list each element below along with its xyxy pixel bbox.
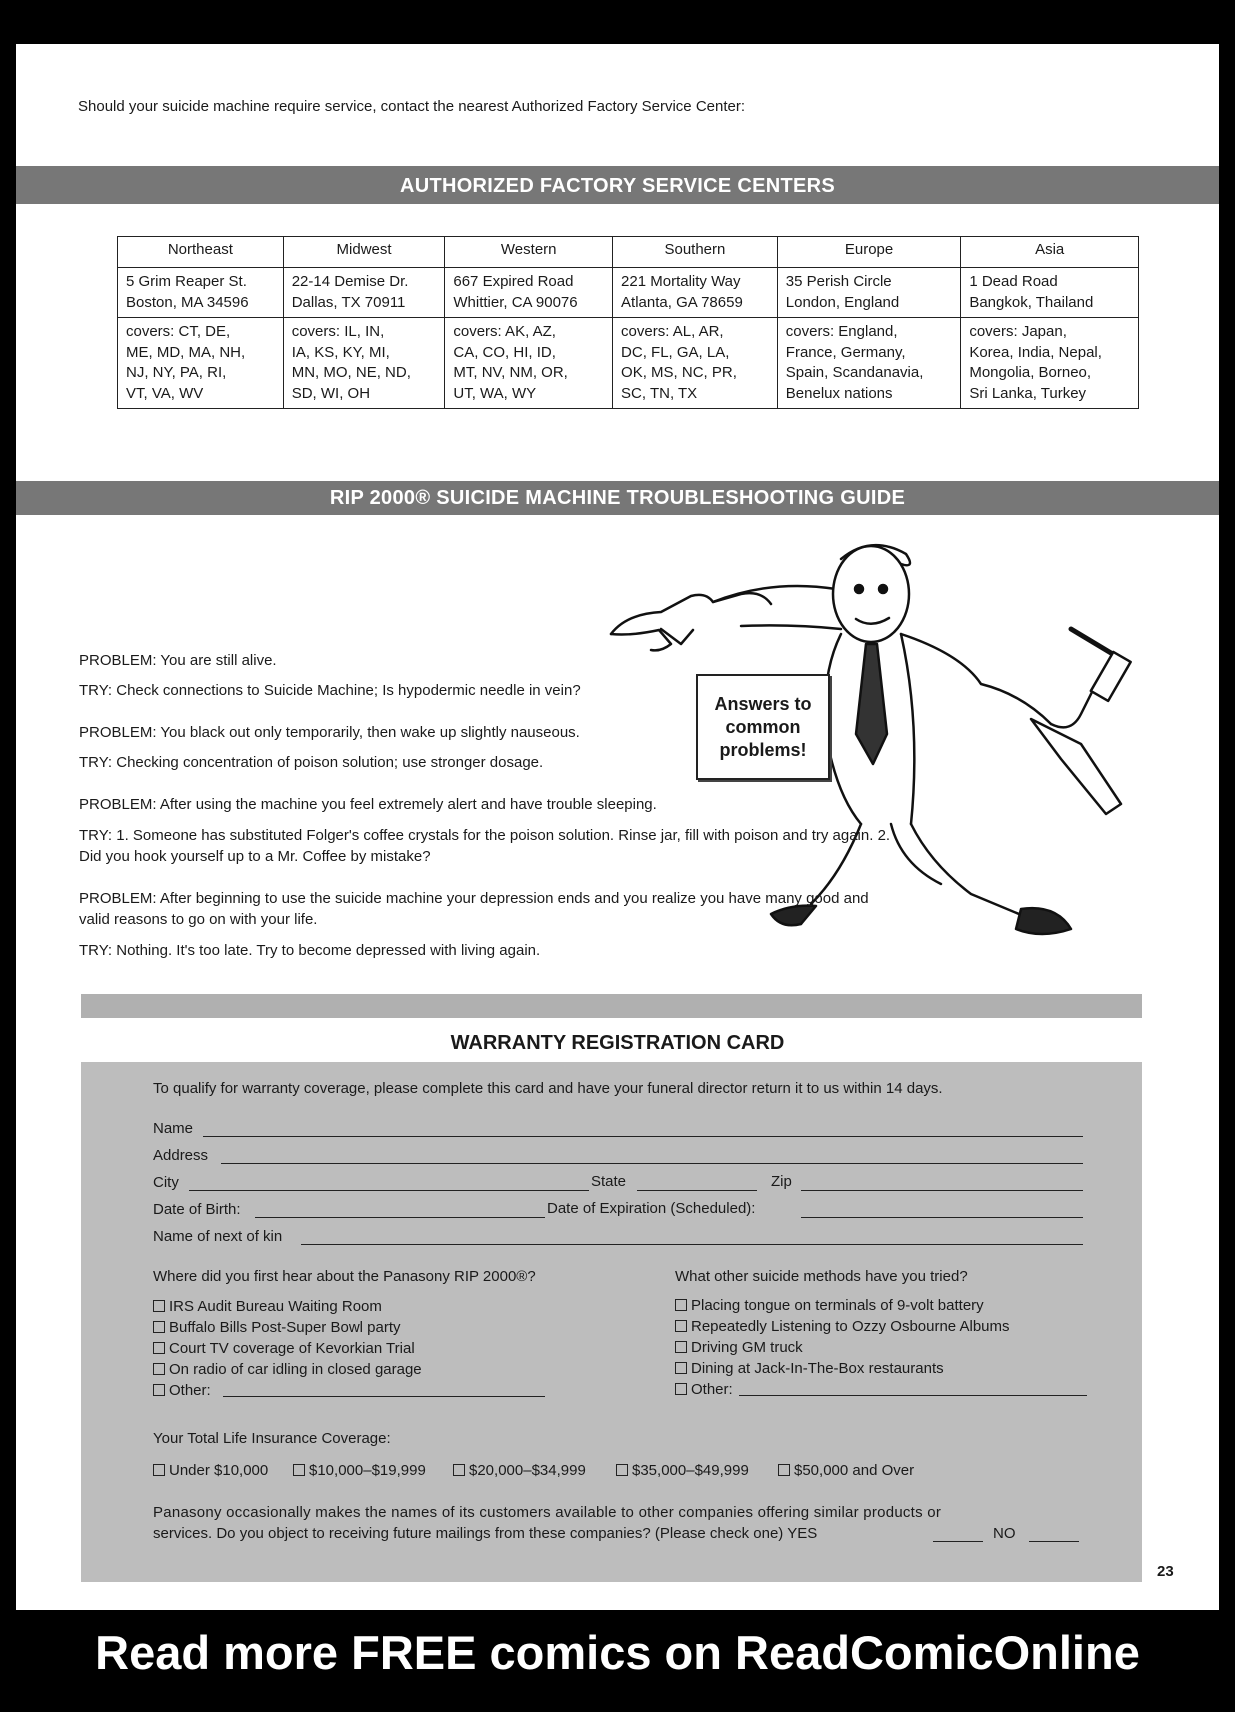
address-cell [118, 268, 284, 318]
address-line: 221 Mortality Way [621, 273, 741, 290]
problem-text: PROBLEM: You black out only temporarily, then wake up slightly nauseous. [79, 724, 580, 741]
checkbox-icon[interactable] [675, 1362, 687, 1374]
question-heard: Where did you first hear about the Panasony RIP 2000®? [153, 1268, 536, 1285]
covers-cell: covers: AK, AZ, CA, CO, HI, ID, MT, NV, NM, OR, UT, WA, WY [445, 318, 613, 409]
checkbox-icon[interactable] [616, 1464, 628, 1476]
checkbox-option[interactable]: Other: [675, 1379, 733, 1400]
callout-line: Answers to [714, 693, 812, 714]
mailing-text: Panasony occasionally makes the names of its customers available to other companies offering similar products or [153, 1504, 942, 1521]
checkbox-option[interactable]: IRS Audit Bureau Waiting Room [153, 1296, 382, 1317]
covers-cell: covers: IL, IN, IA, KS, KY, MI, MN, MO, NE, ND, SD, WI, OH [283, 318, 445, 409]
checkbox-icon[interactable] [153, 1342, 165, 1354]
service-centers-header: AUTHORIZED FACTORY SERVICE CENTERS [16, 166, 1219, 204]
address-line: Whittier, CA 90076 [453, 293, 578, 311]
callout-line: common [725, 716, 801, 737]
address-line: 667 Expired Road [453, 273, 574, 290]
address-cell [777, 268, 961, 318]
zip-field[interactable] [801, 1190, 1083, 1191]
no-field[interactable] [1029, 1541, 1079, 1542]
state-label: State [591, 1173, 627, 1190]
warranty-title: WARRANTY REGISTRATION CARD [450, 1032, 785, 1054]
checkbox-option[interactable]: On radio of car idling in closed garage [153, 1359, 422, 1380]
dob-field[interactable] [255, 1217, 545, 1218]
region-header: Northeast [118, 237, 284, 268]
address-cell [613, 268, 778, 318]
checkbox-option[interactable]: $20,000–$34,999 [453, 1460, 586, 1481]
service-centers-table [117, 236, 1139, 409]
checkbox-option[interactable]: Dining at Jack-In-The-Box restaurants [675, 1358, 944, 1379]
covers-cell: covers: Japan, Korea, India, Nepal, Mongolia, Borneo, Sri Lanka, Turkey [961, 318, 1139, 409]
checkbox-option[interactable]: $10,000–$19,999 [293, 1460, 426, 1481]
state-field[interactable] [637, 1190, 757, 1191]
kin-label: Name of next of kin [153, 1228, 283, 1245]
checkbox-option[interactable]: Court TV coverage of Kevorkian Trial [153, 1338, 415, 1359]
checkbox-icon[interactable] [675, 1299, 687, 1311]
comic-page [16, 44, 1219, 1610]
yes-field[interactable] [933, 1541, 983, 1542]
promo-banner[interactable]: Read more FREE comics on ReadComicOnline [95, 1626, 1140, 1679]
covers-cell: covers: England, France, Germany, Spain, Scandanavia, Benelux nations [777, 318, 961, 409]
other-field[interactable] [739, 1395, 1087, 1396]
city-label: City [153, 1174, 179, 1191]
kin-field[interactable] [301, 1244, 1083, 1245]
address-line: Bangkok, Thailand [969, 293, 1094, 311]
zip-label: Zip [771, 1173, 792, 1190]
checkbox-option[interactable]: $35,000–$49,999 [616, 1460, 749, 1481]
dob-label: Date of Birth: [153, 1201, 241, 1218]
try-text: TRY: Check connections to Suicide Machine; Is hypodermic needle in vein? [79, 682, 581, 699]
table-row [118, 268, 1139, 318]
checkbox-option[interactable]: Other: [153, 1380, 211, 1401]
address-field[interactable] [221, 1163, 1083, 1164]
mailing-question: services. Do you object to receiving future mailings from these companies? (Please check one) YES [153, 1525, 818, 1542]
address-line: 35 Perish Circle [785, 273, 892, 290]
address-label: Address [153, 1147, 209, 1164]
address-line: 22-14 Demise Dr. [291, 273, 409, 290]
doe-field[interactable] [801, 1217, 1083, 1218]
address-line: London, England [785, 293, 900, 311]
checkbox-icon[interactable] [453, 1464, 465, 1476]
checkbox-option[interactable]: Under $10,000 [153, 1460, 268, 1481]
warranty-top-bar [81, 994, 1142, 1018]
warranty-card [81, 1062, 1142, 1582]
checkbox-icon[interactable] [293, 1464, 305, 1476]
checkbox-icon[interactable] [675, 1383, 687, 1395]
checkbox-icon[interactable] [675, 1320, 687, 1332]
covers-cell: covers: CT, DE, ME, MD, MA, NH, NJ, NY, PA, RI, VT, VA, WV [118, 318, 284, 409]
checkbox-option[interactable]: $50,000 and Over [778, 1460, 914, 1481]
region-header: Asia [961, 237, 1139, 268]
try-text: TRY: Nothing. It's too late. Try to become depressed with living again. [79, 942, 541, 959]
checkbox-icon[interactable] [153, 1321, 165, 1333]
checkbox-icon[interactable] [778, 1464, 790, 1476]
checkbox-icon[interactable] [675, 1341, 687, 1353]
try-text: TRY: 1. Someone has substituted Folger's coffee crystals for the poison solution. Rinse jar, fill with poison and try again. 2. Did you hook yourself up to a Mr. Coffee by mistake? [79, 827, 891, 865]
region-header: Europe [777, 237, 961, 268]
region-header: Southern [613, 237, 778, 268]
checkbox-icon[interactable] [153, 1300, 165, 1312]
name-label: Name [153, 1120, 194, 1137]
address-line: 1 Dead Road [969, 273, 1058, 290]
checkbox-option[interactable]: Driving GM truck [675, 1337, 803, 1358]
page-number: 23 [1157, 1563, 1174, 1580]
table-header-row [118, 237, 1139, 268]
checkbox-option[interactable]: Buffalo Bills Post-Super Bowl party [153, 1317, 401, 1338]
troubleshooting-header: RIP 2000® SUICIDE MACHINE TROUBLESHOOTING GUIDE [16, 481, 1219, 515]
warranty-intro: To qualify for warranty coverage, please complete this card and have your funeral director return it to us within 14 days. [153, 1080, 943, 1097]
callout-line: problems! [719, 739, 807, 760]
city-field[interactable] [189, 1190, 589, 1191]
question-methods: What other suicide methods have you tried? [675, 1268, 968, 1285]
problem-text: PROBLEM: You are still alive. [79, 652, 277, 669]
problem-text: PROBLEM: After beginning to use the suicide machine your depression ends and you realize you have many good and valid reasons to go on with your life. [79, 890, 869, 928]
covers-cell: covers: AL, AR, DC, FL, GA, LA, OK, MS, NC, PR, SC, TN, TX [613, 318, 778, 409]
no-label: NO [993, 1525, 1016, 1542]
checkbox-option[interactable]: Repeatedly Listening to Ozzy Osbourne Albums [675, 1316, 1010, 1337]
name-field[interactable] [203, 1136, 1083, 1137]
address-cell [961, 268, 1139, 318]
address-line: Dallas, TX 70911 [291, 293, 406, 311]
address-line: Atlanta, GA 78659 [621, 293, 743, 311]
region-header: Midwest [283, 237, 445, 268]
checkbox-icon[interactable] [153, 1464, 165, 1476]
address-line: Boston, MA 34596 [126, 293, 249, 311]
table-row [118, 318, 1139, 409]
region-header: Western [445, 237, 613, 268]
other-field[interactable] [223, 1396, 545, 1397]
address-line: 5 Grim Reaper St. [126, 273, 247, 290]
try-text: TRY: Checking concentration of poison solution; use stronger dosage. [79, 754, 544, 771]
problem-text: PROBLEM: After using the machine you feel extremely alert and have trouble sleeping. [79, 796, 657, 813]
checkbox-icon[interactable] [153, 1363, 165, 1375]
checkbox-icon[interactable] [153, 1384, 165, 1396]
intro-text: Should your suicide machine require service, contact the nearest Authorized Factory Service Center: [78, 98, 746, 115]
doe-label: Date of Expiration (Scheduled): [547, 1200, 756, 1217]
insurance-label: Your Total Life Insurance Coverage: [153, 1430, 391, 1447]
address-cell [283, 268, 445, 318]
address-cell [445, 268, 613, 318]
checkbox-option[interactable]: Placing tongue on terminals of 9-volt battery [675, 1295, 984, 1316]
